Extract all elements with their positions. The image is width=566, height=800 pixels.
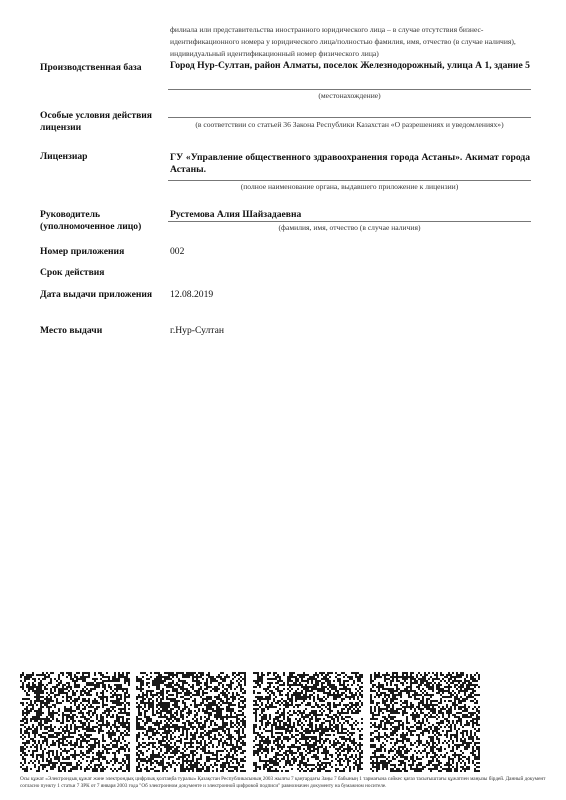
footer-legal-text: Осы құжат «Электрондық құжат және электрондық цифрлық қолтаңба туралы» Қазақстан Республикасының 2003 жылғы 7 қаңтардағы Заңы 7 бабының 1 тармағына сәйкес қағаз тасығыштағы құжатпен маңызы бірдей. Данный документ согласно пункту 1 статьи 7 ЗРК от 7 января 2003 года "Об электронном документе и электронной цифровой подписи" равнозначен документу на бумажном носителе.	[20, 776, 546, 789]
qr-code-4	[370, 672, 480, 772]
qr-code-3	[253, 672, 363, 772]
production-base-value: Город Нур-Султан, район Алматы, поселок Железнодорожный, улица А 1, здание 5	[170, 60, 530, 71]
qr-code-1	[20, 672, 130, 772]
production-base-rule	[168, 89, 531, 90]
licensor-rule	[168, 180, 531, 181]
special-conditions-caption: (в соответствии со статьей 36 Закона Республики Казахстан «О разрешениях и уведомлениях»)	[195, 120, 504, 129]
special-conditions-label: Особые условия действия лицензии	[40, 110, 152, 133]
appendix-number-value: 002	[170, 246, 185, 257]
issue-place-label: Место выдачи	[40, 325, 103, 336]
licensor-label: Лицензиар	[40, 151, 88, 162]
head-value: Рустемова Алия Шайзадаевна	[170, 209, 302, 220]
issue-date-label: Дата выдачи приложения	[40, 289, 153, 300]
production-base-label: Производственная база	[40, 62, 142, 73]
appendix-number-label: Номер приложения	[40, 246, 125, 257]
issue-date-value: 12.08.2019	[170, 289, 214, 300]
licensor-caption: (полное наименование органа, выдавшего приложение к лицензии)	[240, 182, 459, 191]
qr-modules	[136, 672, 246, 772]
qr-code-2	[136, 672, 246, 772]
head-label: Руководитель (уполномоченное лицо)	[40, 209, 142, 232]
qr-modules	[20, 672, 130, 772]
production-base-caption: (местонахождение)	[318, 91, 381, 100]
issue-place-value: г.Нур-Султан	[170, 325, 224, 336]
special-conditions-rule	[168, 117, 531, 118]
licensor-value: ГУ «Управление общественного здравоохранения города Астаны». Акимат города Астаны.	[170, 152, 530, 175]
validity-label: Срок действия	[40, 267, 105, 278]
owner-continuation-text: филиала или представительства иностранного юридического лица – в случае отсутствия бизнес-идентификационного номера у юридического лица/полностью фамилия, имя, отчество (в случае наличия), индивидуальный идентификационный номер физического лица)	[170, 25, 516, 58]
qr-modules	[370, 672, 480, 772]
head-rule	[168, 221, 531, 222]
head-caption: (фамилия, имя, отчество (в случае наличия)	[278, 223, 421, 232]
qr-modules	[253, 672, 363, 772]
